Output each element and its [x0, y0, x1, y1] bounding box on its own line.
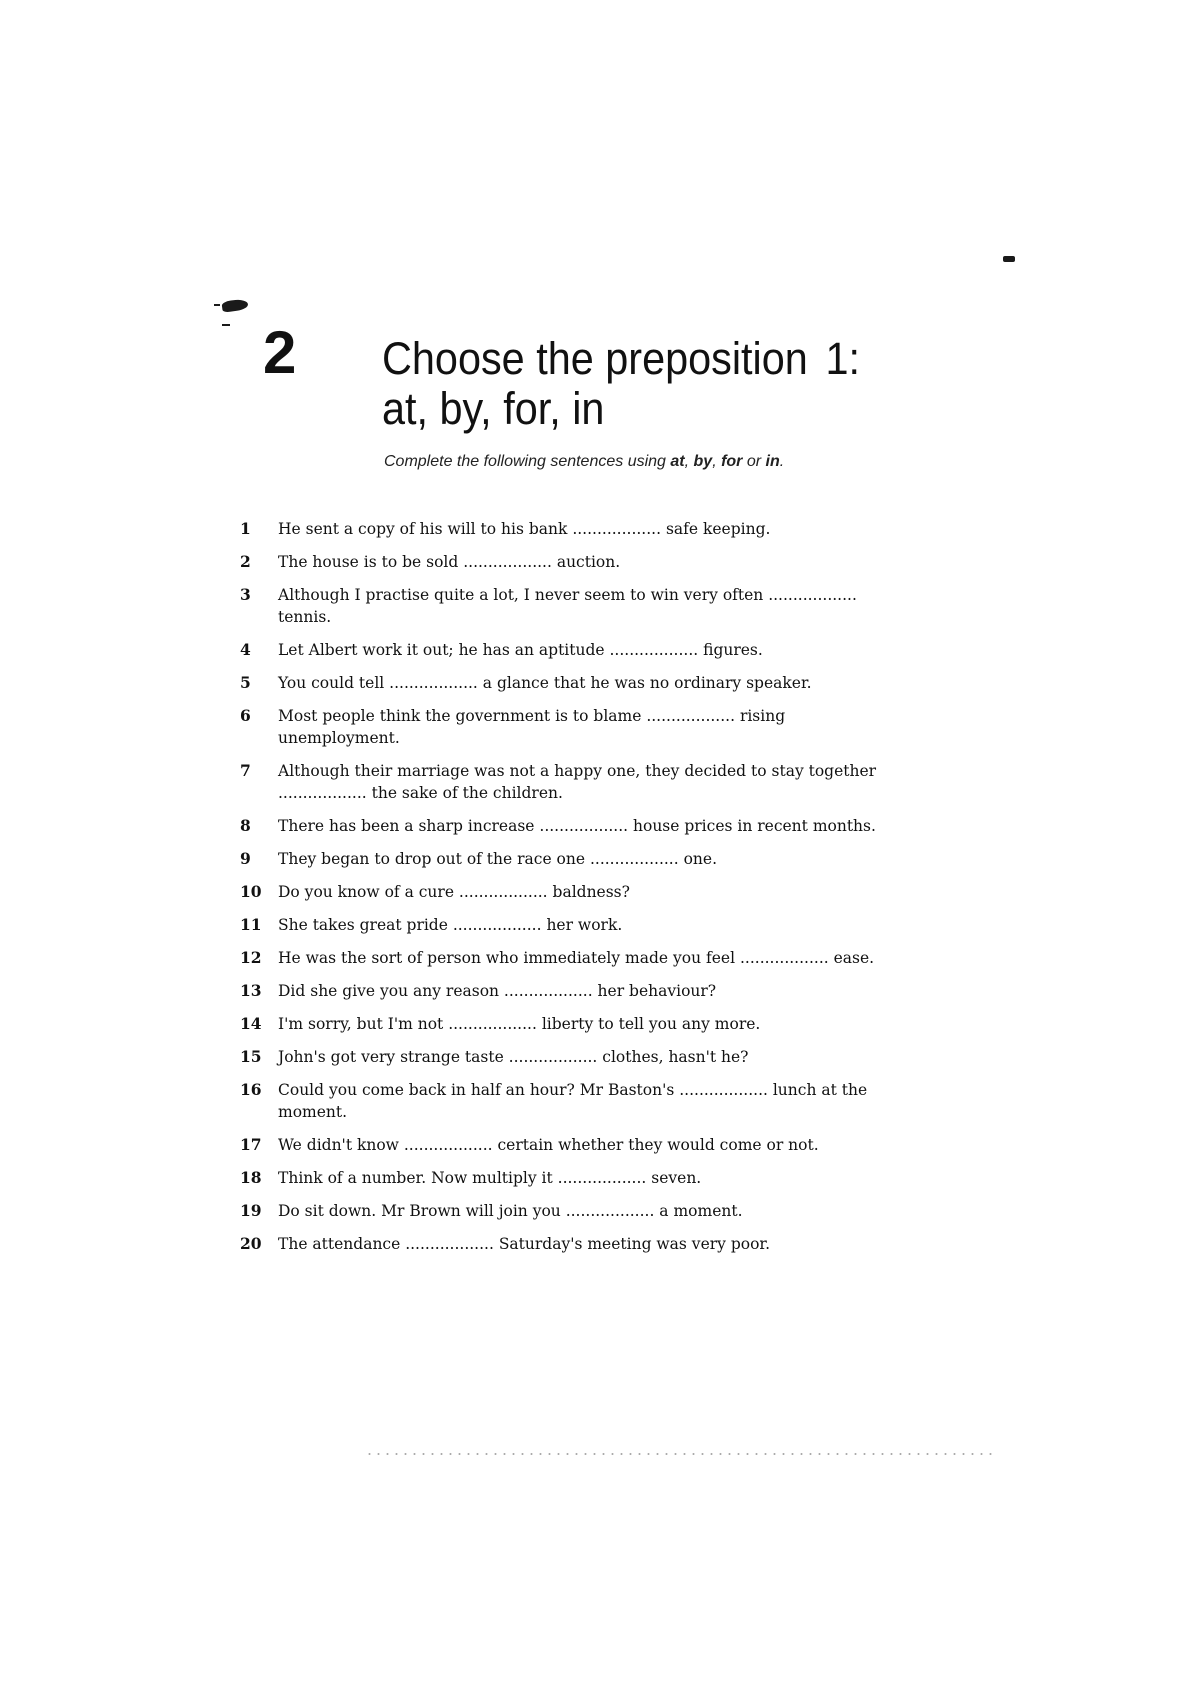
- item-sentence: Although I practise quite a lot, I never seem to win very often .................. tennis.: [278, 586, 857, 626]
- item-number: 16: [240, 1080, 262, 1099]
- keyword-for: for: [721, 453, 743, 470]
- exercise-item: [240, 947, 910, 969]
- instructions-separator: ,: [684, 453, 694, 470]
- item-sentence: Do sit down. Mr Brown will join you .................. a moment.: [278, 1202, 743, 1220]
- item-sentence: Think of a number. Now multiply it .................. seven.: [278, 1169, 702, 1187]
- item-number: 7: [240, 761, 251, 780]
- item-number: 8: [240, 816, 251, 835]
- item-sentence: Let Albert work it out; he has an aptitude .................. figures.: [278, 641, 763, 659]
- item-number: 19: [240, 1201, 262, 1220]
- title-subtitle: at, by, for, in: [382, 383, 605, 434]
- item-number: 1: [240, 519, 251, 538]
- exercise-item: [240, 584, 910, 628]
- keyword-at: at: [670, 453, 685, 470]
- item-sentence: We didn't know .................. certain whether they would come or not.: [278, 1136, 819, 1154]
- item-sentence: He sent a copy of his will to his bank .................. safe keeping.: [278, 520, 771, 538]
- exercise-list: [240, 518, 910, 1266]
- instructions-or: or: [742, 453, 766, 470]
- exercise-item: [240, 1134, 910, 1156]
- item-sentence: You could tell .................. a glance that he was no ordinary speaker.: [278, 674, 812, 692]
- item-number: 2: [240, 552, 251, 571]
- page-title: [382, 334, 870, 434]
- item-number: 10: [240, 882, 262, 901]
- item-number: 13: [240, 981, 262, 1000]
- item-sentence: Although their marriage was not a happy one, they decided to stay together .................. the sake of the children.: [278, 762, 877, 802]
- exercise-item: [240, 980, 910, 1002]
- item-number: 20: [240, 1234, 262, 1253]
- item-sentence: The house is to be sold .................. auction.: [278, 553, 621, 571]
- item-sentence: I'm sorry, but I'm not .................. liberty to tell you any more.: [278, 1015, 761, 1033]
- exercise-item: [240, 672, 910, 694]
- item-sentence: Could you come back in half an hour? Mr Baston's .................. lunch at the moment.: [278, 1081, 868, 1121]
- scan-speck: [214, 304, 220, 306]
- item-number: 6: [240, 706, 251, 725]
- exercise-item: [240, 1167, 910, 1189]
- item-number: 11: [240, 915, 262, 934]
- item-sentence: Do you know of a cure .................. baldness?: [278, 883, 630, 901]
- item-sentence: They began to drop out of the race one .................. one.: [278, 850, 717, 868]
- exercise-item: [240, 815, 910, 837]
- exercise-item: [240, 848, 910, 870]
- instructions: [384, 452, 784, 472]
- item-sentence: John's got very strange taste .................. clothes, hasn't he?: [278, 1048, 749, 1066]
- item-number: 12: [240, 948, 262, 967]
- item-sentence: The attendance .................. Saturday's meeting was very poor.: [278, 1235, 771, 1253]
- exercise-item: [240, 705, 910, 749]
- instructions-separator: ,: [712, 453, 722, 470]
- exercise-item: [240, 914, 910, 936]
- item-sentence: He was the sort of person who immediately made you feel .................. ease.: [278, 949, 875, 967]
- exercise-item: [240, 518, 910, 540]
- item-number: 5: [240, 673, 251, 692]
- exercise-item: [240, 760, 910, 804]
- keyword-in: in: [765, 453, 780, 470]
- instructions-end: .: [779, 453, 785, 470]
- exercise-item: [240, 1233, 910, 1255]
- item-sentence: There has been a sharp increase .................. house prices in recent months.: [278, 817, 876, 835]
- exercise-item: [240, 1079, 910, 1123]
- title-part-number: 1:: [825, 333, 860, 384]
- instructions-text: Complete the following sentences using: [384, 453, 671, 470]
- unit-number: 2: [263, 319, 296, 386]
- item-number: 14: [240, 1014, 262, 1033]
- item-number: 17: [240, 1135, 262, 1154]
- item-number: 3: [240, 585, 251, 604]
- title-text: Choose the preposition: [382, 333, 808, 384]
- exercise-item: [240, 1013, 910, 1035]
- item-sentence: Most people think the government is to blame .................. rising unemployment.: [278, 707, 786, 747]
- exercise-item: [240, 1200, 910, 1222]
- scan-speck: [1003, 256, 1015, 262]
- exercise-item: [240, 639, 910, 661]
- item-number: 4: [240, 640, 251, 659]
- item-number: 9: [240, 849, 251, 868]
- exercise-item: [240, 881, 910, 903]
- exercise-item: [240, 551, 910, 573]
- item-sentence: Did she give you any reason .................. her behaviour?: [278, 982, 717, 1000]
- item-number: 15: [240, 1047, 262, 1066]
- item-number: 18: [240, 1168, 262, 1187]
- scan-noise-line: [365, 1452, 995, 1456]
- scan-speck: [222, 324, 230, 326]
- scan-smudge: [221, 298, 248, 313]
- keyword-by: by: [693, 453, 713, 470]
- item-sentence: She takes great pride .................. her work.: [278, 916, 623, 934]
- exercise-item: [240, 1046, 910, 1068]
- title-line-1: [382, 334, 870, 384]
